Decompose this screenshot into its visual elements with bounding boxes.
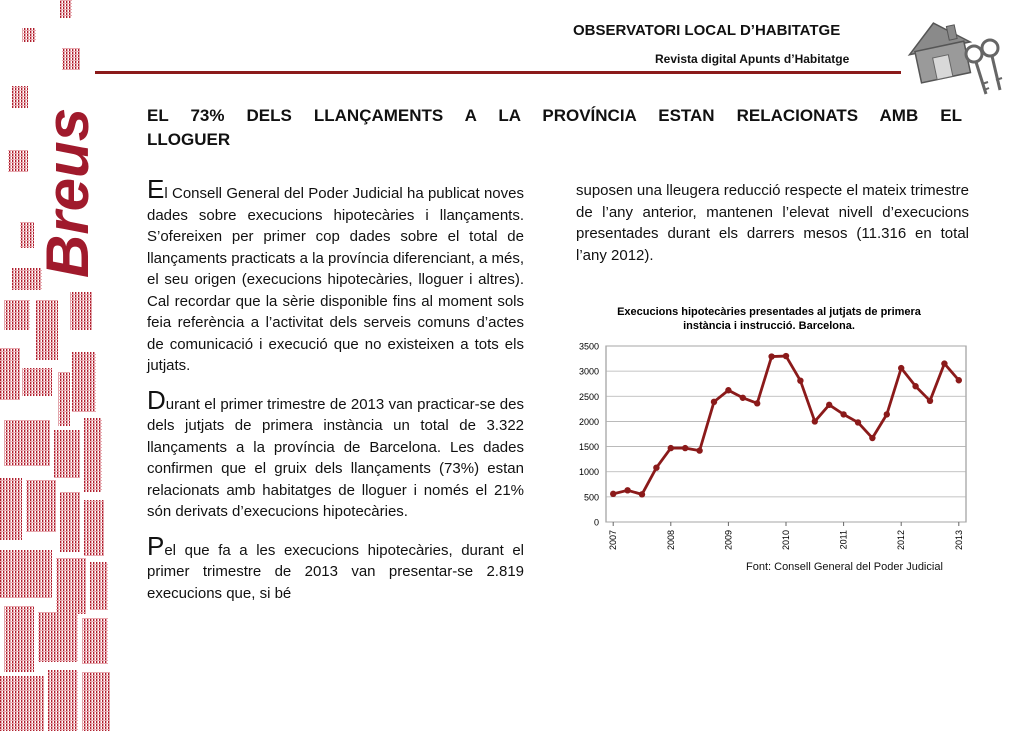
- sidebar-logo-text: Breus: [34, 107, 101, 278]
- data-point: [855, 419, 861, 425]
- chart-source: Font: Consell General del Poder Judicial: [746, 561, 943, 573]
- data-point: [898, 365, 904, 371]
- article-paragraph-1: [147, 174, 524, 377]
- drop-cap: P: [147, 530, 165, 561]
- data-point: [840, 411, 846, 417]
- x-tick-label: 2009: [723, 530, 734, 551]
- data-point: [754, 400, 760, 406]
- header-observatori: OBSERVATORI LOCAL D’HABITATGE: [573, 22, 841, 39]
- data-point: [826, 402, 832, 408]
- data-point: [783, 353, 789, 359]
- data-point: [927, 398, 933, 404]
- series-line: [613, 356, 959, 494]
- house-keys-icon: [902, 14, 1010, 96]
- article-title: EL 73% DELS LLANÇAMENTS A LA PROVÍNCIA ESTAN RELACIONATS AMB EL: [147, 106, 962, 125]
- x-tick-label: 2011: [838, 530, 849, 550]
- x-tick-label: 2010: [781, 530, 791, 551]
- y-tick-label: 1500: [578, 442, 599, 453]
- data-point: [812, 418, 818, 424]
- y-tick-label: 3000: [578, 366, 599, 377]
- y-tick-label: 3500: [578, 341, 599, 352]
- y-tick-label: 500: [583, 492, 599, 503]
- data-point: [797, 377, 803, 383]
- article-paragraph-continued: suposen una lleugera reducció respecte el mateix trimestre de l’any anterior, mantenen l’elevat nivell d’execucions presentades durant els darrers mesos (11.316 en total l’any 2012).: [576, 182, 969, 264]
- data-point: [610, 491, 616, 497]
- data-point: [869, 435, 875, 441]
- data-point: [682, 445, 688, 451]
- drop-cap: D: [147, 384, 166, 415]
- data-point: [725, 387, 731, 393]
- article-left-column: [147, 174, 524, 618]
- sidebar-decoration: [0, 0, 110, 731]
- paragraph-text: el que fa a les execucions hipotecàries, durant el primer trimestre de 2013 van presentar-se 2.819 execucions que, si bé: [147, 541, 524, 602]
- chart-title: Execucions hipotecàries presentades al jutjats de primera: [617, 306, 921, 318]
- y-tick-label: 2500: [578, 391, 599, 402]
- y-tick-label: 0: [593, 517, 599, 528]
- header-divider: [95, 71, 901, 74]
- paragraph-text: urant el primer trimestre de 2013 van practicar-se des dels jutjats de primera instància un total de 3.322 llançaments a la província de Barcelona. Les dades confirmen que el gruix dels llançaments (73%) estan relacionats amb habitatges de lloguer i només el 21% són derivats d’execucions hipotecàries.: [147, 395, 524, 520]
- data-point: [941, 360, 947, 366]
- header-revista: Revista digital Apunts d’Habitatge: [655, 52, 850, 66]
- plot-area-frame: [606, 346, 966, 522]
- x-tick-label: 2007: [608, 530, 619, 551]
- paragraph-text: l Consell General del Poder Judicial ha publicat noves dades sobre execucions hipotecàries i llançaments. S’ofereixen per primer cop dades sobre el total de llançaments practicats a la província diferenciant, a més, el seu origen (execucions hipotecàries, lloguer i altres). Cal recordar que la sèrie disponible fins al moment sols feia referència a l’activitat dels serveis comuns d’actes de comunicació i execució que no existeixen a tots els jutjats.: [147, 185, 524, 374]
- y-tick-label: 1000: [578, 467, 599, 478]
- y-tick-label: 2000: [578, 416, 599, 427]
- drop-cap: E: [147, 174, 165, 204]
- x-tick-label: 2012: [896, 530, 907, 551]
- data-point: [639, 491, 645, 497]
- article-paragraph-3: [147, 530, 524, 605]
- data-point: [696, 447, 702, 453]
- foreclosures-line-chart: [560, 298, 970, 580]
- x-tick-label: 2008: [665, 530, 676, 551]
- data-point: [768, 353, 774, 359]
- chart-title-continued: instància i instrucció. Barcelona.: [683, 320, 855, 332]
- data-point: [956, 377, 962, 383]
- data-point: [668, 445, 674, 451]
- article-paragraph-2: [147, 384, 524, 523]
- data-point: [653, 464, 659, 470]
- article-title-continued: LLOGUER: [147, 130, 231, 149]
- data-point: [624, 487, 630, 493]
- article-right-column: [576, 180, 969, 266]
- data-point: [740, 395, 746, 401]
- data-point: [912, 383, 918, 389]
- x-tick-label: 2013: [953, 530, 964, 551]
- data-point: [884, 411, 890, 417]
- data-point: [711, 399, 717, 405]
